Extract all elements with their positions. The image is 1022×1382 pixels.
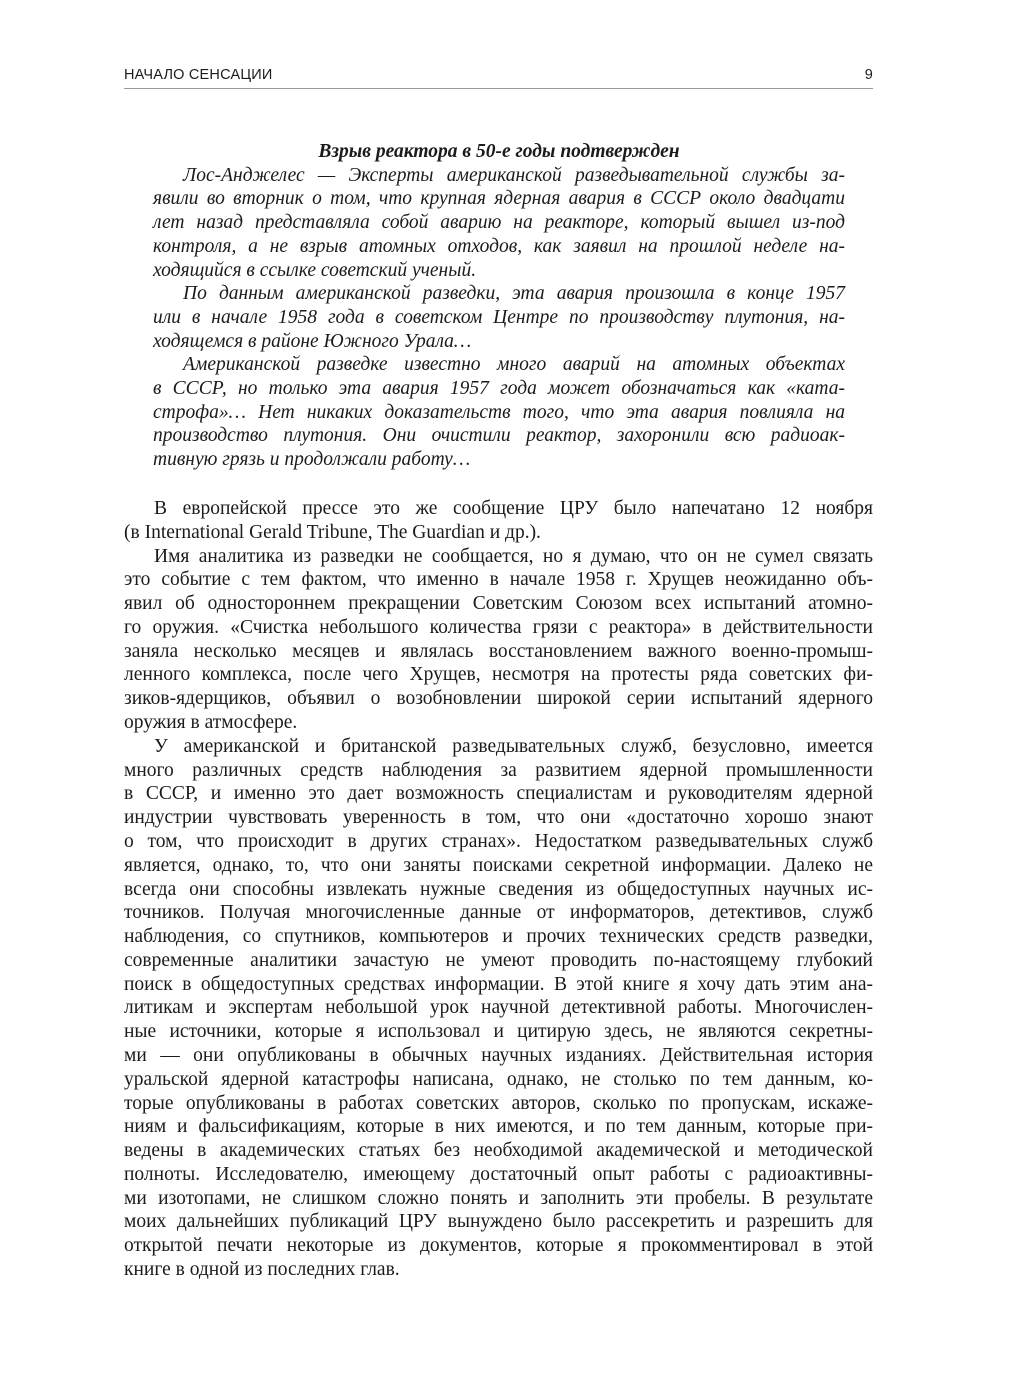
quote-text-line: в СССР, но только эта авария 1957 года может обозначаться как «ката- bbox=[153, 378, 845, 400]
quote-paragraph bbox=[153, 282, 845, 353]
body-text-line: книге в одной из последних глав. bbox=[124, 1259, 400, 1280]
quote-paragraph bbox=[153, 164, 845, 283]
body-text-line: полноты. Исследователю, имеющему достаточный опыт работы с радиоактивны- bbox=[124, 1163, 873, 1185]
body-text-line: это событие с тем фактом, что именно в начале 1958 г. Хрущев неожиданно объ- bbox=[124, 569, 873, 591]
quote-title: Взрыв реактора в 50-е годы подтвержден bbox=[318, 141, 680, 162]
body-text-line: зиков-ядерщиков, объявил о возобновлении широкой серии испытаний ядерного bbox=[124, 688, 873, 710]
body-text-line: является, однако, то, что они заняты поисками секретной информации. Далеко не bbox=[124, 854, 873, 876]
body-paragraph bbox=[124, 735, 873, 1282]
quote-text-line: По данным американской разведки, эта авария произошла в конце 1957 bbox=[183, 283, 845, 305]
quote-text-line: ходящийся в ссылке советский ученый. bbox=[153, 259, 477, 281]
body-text-line: точников. Получая многочисленные данные от информаторов, детективов, служб bbox=[124, 902, 873, 924]
body-text-line: уральской ядерной катастрофы написана, однако, не столько по тем данным, ко- bbox=[124, 1068, 873, 1090]
body-text-line: в СССР, и именно это дает возможность специалистам и руководителям ядерной bbox=[124, 783, 873, 805]
body-text-line: торые опубликованы в работах советских авторов, сколько по пропускам, искаже- bbox=[124, 1092, 873, 1114]
body-text-line: ленного комплекса, после чего Хрущев, несмотря на протесты ряда советских фи- bbox=[124, 664, 873, 686]
body-text-line: ведены в академических статьях без необходимой академической и методической bbox=[124, 1140, 873, 1162]
body-paragraph bbox=[124, 545, 873, 735]
page-number: 9 bbox=[864, 67, 873, 83]
quote-text-line: явили во вторник о том, что крупная ядерная авария в СССР около двадцати bbox=[153, 188, 845, 210]
quoted-news-block bbox=[153, 140, 845, 472]
body-text-line: наблюдения, со спутников, компьютеров и прочих технических средств разведки, bbox=[124, 926, 873, 948]
body-text-line: (в International Gerald Tribune, The Guardian и др.). bbox=[124, 521, 541, 543]
quote-text-line: Лос-Анджелес — Эксперты американской разведывательной службы за- bbox=[183, 164, 845, 186]
quote-text-line: ходящемся в районе Южного Урала… bbox=[153, 330, 472, 352]
body-text-line: моих дальнейших публикаций ЦРУ вынуждено было рассекретить и разрешить для bbox=[124, 1211, 873, 1233]
quote-text-line: строфа»… Нет никаких доказательств того, что эта авария повлияла на bbox=[153, 401, 845, 423]
body-text-line: ниям и фальсификациям, которые в них имеются, и по тем данным, которые при- bbox=[124, 1116, 873, 1138]
body-text-line: У американской и британской разведывательных служб, безусловно, имеется bbox=[154, 735, 873, 757]
quote-text-line: контроля, а не взрыв атомных отходов, как заявил на прошлой неделе на- bbox=[153, 235, 845, 257]
body-text-line: явил об одностороннем прекращении Советским Союзом всех испытаний атомно- bbox=[124, 593, 873, 615]
body-text-line: заняла несколько месяцев и являлась восстановлением важного военно-промыш- bbox=[124, 640, 873, 662]
body-text-line: Имя аналитика из разведки не сообщается, но я думаю, что он не сумел связать bbox=[154, 545, 873, 567]
body-text-line: поиск в общедоступных средствах информации. В этой книге я хочу дать этим ана- bbox=[124, 973, 873, 995]
quote-text-line: лет назад представляла собой аварию на реакторе, который вышел из-под bbox=[153, 212, 845, 234]
quote-paragraphs bbox=[153, 164, 845, 472]
body-text-line: индустрии чувствовать уверенность в том, что они «достаточно хорошо знают bbox=[124, 807, 873, 829]
header-rule bbox=[124, 88, 873, 89]
body-text-line: литикам и экспертам небольшой урок научной детективной работы. Многочислен- bbox=[124, 997, 873, 1019]
body-text-line: оружия в атмосфере. bbox=[124, 712, 298, 734]
body-text-line: В европейской прессе это же сообщение ЦРУ было напечатано 12 ноября bbox=[154, 498, 873, 519]
quote-text-line: Американской разведке известно много аварий на атомных объектах bbox=[183, 354, 845, 376]
body-text-line: ми изотопами, не слишком сложно понять и заполнить эти пробелы. В результате bbox=[124, 1187, 873, 1209]
body-text-line: открытой печати некоторые из документов, которые я прокомментировал в этой bbox=[124, 1235, 873, 1257]
body-text-line: ные источники, которые я использовал и цитирую здесь, не являются секретны- bbox=[124, 1021, 873, 1043]
body-paragraph bbox=[124, 497, 873, 545]
body-text-line: ми — они опубликованы в обычных научных изданиях. Действительная история bbox=[124, 1044, 873, 1066]
body-text bbox=[124, 497, 873, 1282]
body-text-line: всегда они способны извлекать нужные сведения из общедоступных научных ис- bbox=[124, 878, 873, 900]
quote-text-line: тивную грязь и продолжали работу… bbox=[153, 449, 471, 471]
body-text-line: современные аналитики зачастую не умеют проводить по-настоящему глубокий bbox=[124, 949, 873, 971]
body-text-line: о том, что происходит в других странах». Недостатком разведывательных служб bbox=[124, 830, 873, 852]
quote-paragraph bbox=[153, 353, 845, 472]
running-title: НАЧАЛО СЕНСАЦИИ bbox=[124, 67, 273, 83]
body-text-line: много различных средств наблюдения за развитием ядерной промышленности bbox=[124, 759, 873, 781]
running-header bbox=[124, 64, 873, 86]
quote-text-line: производство плутония. Они очистили реактор, захоронили всю радиоак- bbox=[153, 425, 845, 447]
quote-text-line: или в начале 1958 года в советском Центре по производству плутония, на- bbox=[153, 306, 845, 328]
body-text-line: го оружия. «Счистка небольшого количества грязи с реактора» в действительности bbox=[124, 616, 873, 638]
